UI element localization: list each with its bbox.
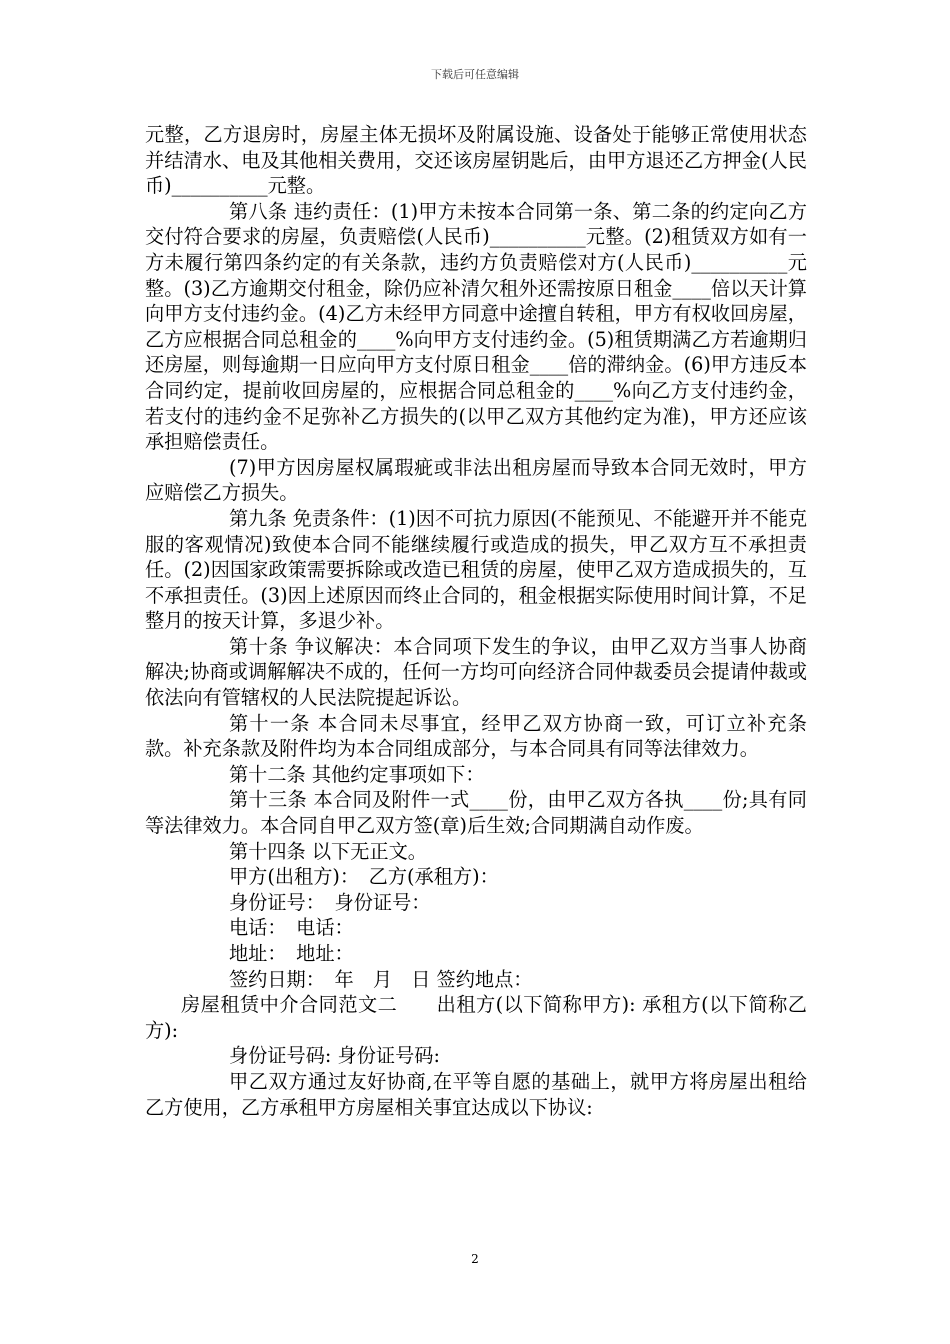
page-header: 下载后可任意编辑	[431, 68, 519, 81]
signature-parties: 甲方(出租方)： 乙方(承租方)：	[229, 865, 499, 889]
paragraph-article-10: 第十条 争议解决：本合同项下发生的争议，由甲乙双方当事人协商解决;协商或调解解决不成的，任何一方均可向经济合同仲裁委员会提请仲裁或依法向有管辖权的人民法院提起诉讼。	[145, 634, 807, 710]
signature-addresses: 地址： 地址：	[229, 942, 354, 965]
paragraph-article-14: 第十四条 以下无正文。	[229, 839, 427, 863]
paragraph-id-card-numbers: 身份证号码: 身份证号码:	[229, 1044, 440, 1068]
paragraph-article-8: 第八条 违约责任：(1)甲方未按本合同第一条、第二条的约定向乙方交付符合要求的房屋，负责赔偿(人民币)__________元整。(2)租赁双方如有一方未履行第四条约定的有关条款，违约方负责赔偿对方(人民币)__________元整。(3)乙方逾期交付租金，除仍应补清欠租外还需按原日租金____倍以天计算向甲方支付违约金。(4)乙方未经甲方同意中途擅自转租，甲方有权收回房屋，乙方应根据合同总租金的____%向甲方支付违约金。(5)租赁期满乙方若逾期归还房屋，则每逾期一日应向甲方支付原日租金____倍的滞纳金。(6)甲方违反本合同约定，提前收回房屋的，应根据合同总租金的____%向乙方支付违约金，若支付的违约金不足弥补乙方损失的(以甲乙双方其他约定为准)，甲方还应该承担赔偿责任。	[145, 199, 807, 454]
paragraph-sample-two-title: 房屋租赁中介合同范文二 出租方(以下简称甲方): 承租方(以下简称乙方):	[145, 993, 807, 1042]
document-body	[145, 122, 807, 1120]
paragraph-deposit-return: 元整，乙方退房时，房屋主体无损坏及附属设施、设备处于能够正常使用状态并结清水、电及其他相关费用，交还该房屋钥匙后，由甲方退还乙方押金(人民币)__________元整。	[145, 123, 807, 198]
paragraph-article-13: 第十三条 本合同及附件一式____份，由甲乙双方各执____份;具有同等法律效力。本合同自甲乙双方签(章)后生效;合同期满自动作废。	[145, 788, 807, 838]
signature-phones: 电话： 电话：	[229, 916, 354, 940]
paragraph-article-8-item-7: (7)甲方因房屋权属瑕疵或非法出租房屋而导致本合同无效时，甲方应赔偿乙方损失。	[145, 455, 807, 505]
page-number: 2	[471, 1252, 479, 1266]
signature-date-place: 签约日期： 年 月 日 签约地点：	[229, 967, 533, 991]
paragraph-article-9: 第九条 免责条件：(1)因不可抗力原因(不能预见、不能避开并不能克服的客观情况)致使本合同不能继续履行或造成的损失，甲乙双方互不承担责任。(2)因国家政策需要拆除或改造已租赁的房屋，使甲乙双方造成损失的，互不承担责任。(3)因上述原因而终止合同的，租金根据实际使用时间计算，不足整月的按天计算，多退少补。	[145, 506, 808, 633]
signature-id-numbers: 身份证号： 身份证号：	[229, 890, 431, 914]
paragraph-article-12: 第十二条 其他约定事项如下：	[229, 762, 485, 786]
paragraph-agreement-intro: 甲乙双方通过友好协商,在平等自愿的基础上，就甲方将房屋出租给乙方使用，乙方承租甲方房屋相关事宜达成以下协议:	[145, 1069, 807, 1119]
paragraph-article-11: 第十一条 本合同未尽事宜，经甲乙双方协商一致，可订立补充条款。补充条款及附件均为本合同组成部分，与本合同具有同等法律效力。	[145, 711, 807, 761]
